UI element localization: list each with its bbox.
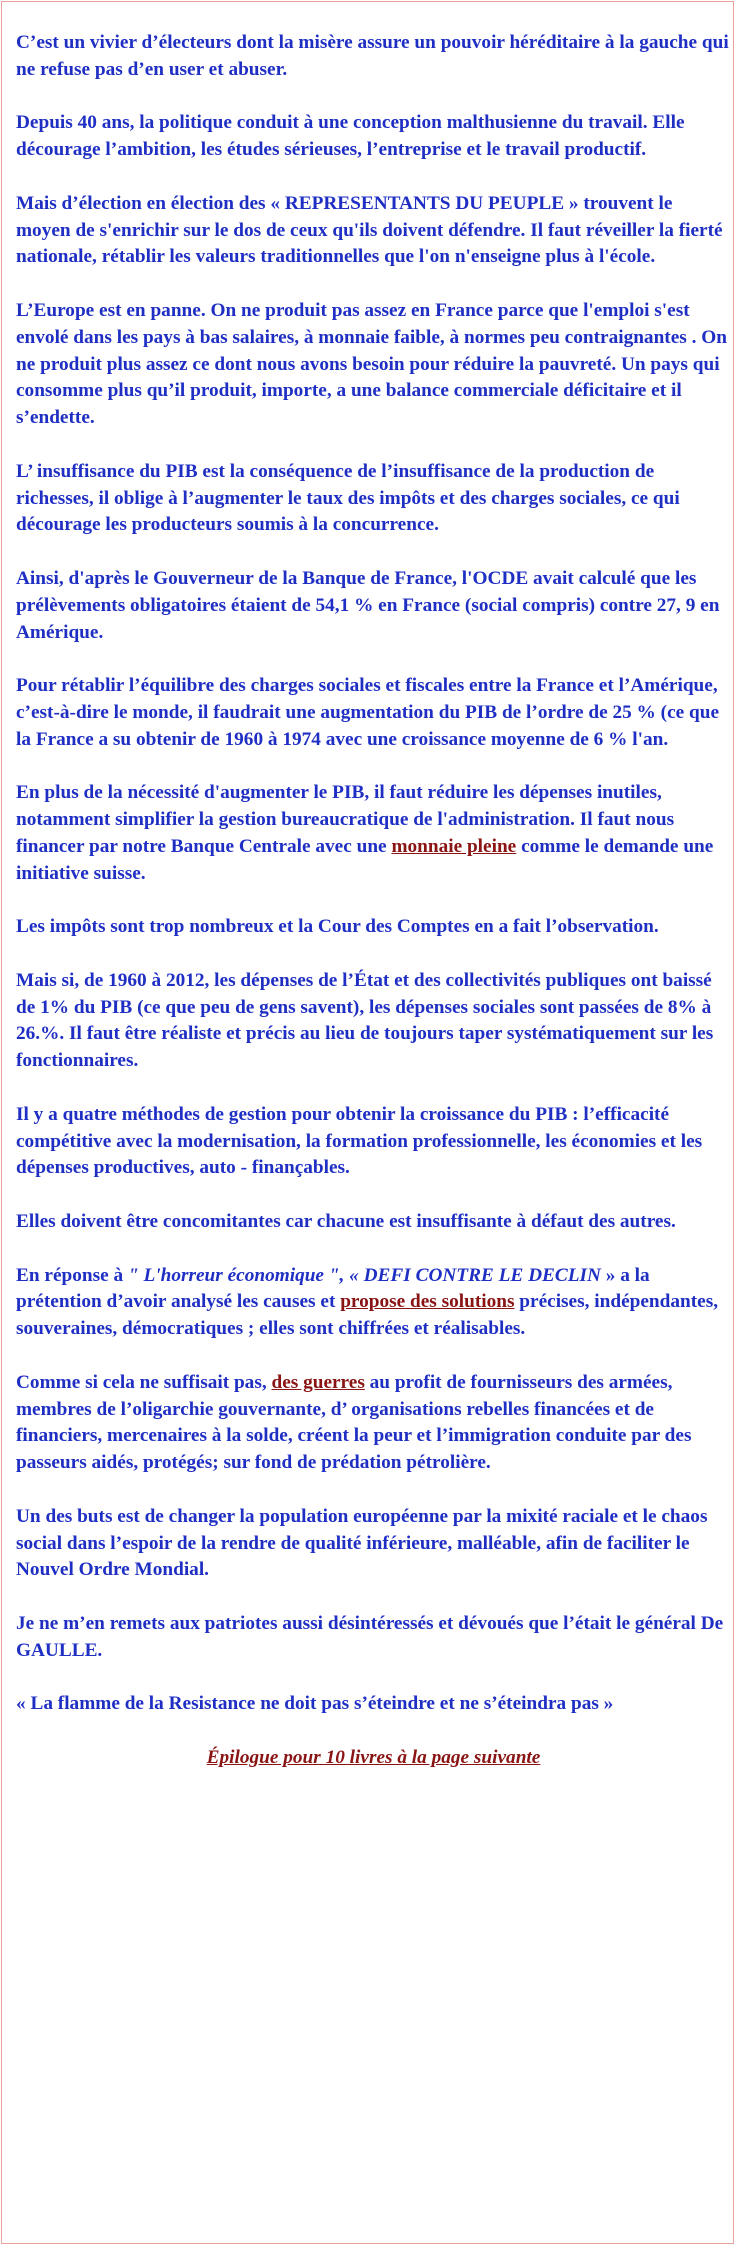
paragraph-16: Je ne m’en remets aux patriotes aussi désintéressés et dévoués que l’était le général De GAULLE. bbox=[16, 1613, 724, 1661]
paragraph-8 bbox=[16, 780, 731, 887]
paragraph-4: L’Europe est en panne. On ne produit pas assez en France parce que l'emploi s'est envolé dans les pays à bas salaires, à monnaie faible, à normes peu contraignantes . On ne produit plus assez ce dont nous avons besoin pour réduire la pauvreté. Un pays qui consomme plus qu’il produit, importe, a une balance commerciale déficitaire et il s’endette. bbox=[16, 299, 727, 429]
monnaie-pleine-link[interactable]: monnaie pleine bbox=[391, 835, 517, 857]
des-guerres-link[interactable]: des guerres bbox=[271, 1371, 365, 1393]
paragraph-14-text-a: Comme si cela ne suffisait pas, bbox=[16, 1371, 272, 1393]
paragraph-11: Il y a quatre méthodes de gestion pour obtenir la croissance du PIB : l’efficacité compétitive avec la modernisation, la formation professionnelle, les économies et les dépenses productives, auto - finançables. bbox=[16, 1103, 703, 1179]
paragraph-6: Ainsi, d'après le Gouverneur de la Banque de France, l'OCDE avait calculé que les prélèvements obligatoires étaient de 54,1 % en France (social compris) contre 27, 9 en Amérique. bbox=[16, 567, 720, 643]
paragraph-13 bbox=[16, 1263, 731, 1343]
article-body bbox=[16, 30, 731, 1799]
paragraph-13-text-a: En réponse à bbox=[16, 1264, 128, 1286]
paragraph-3: Mais d’élection en élection des « REPRESENTANTS DU PEUPLE » trouvent le moyen de s'enrichir sur le dos de ceux qu'ils doivent défendre. Il faut réveiller la fierté nationale, rétablir les valeurs traditionnelles que l'on n'enseigne plus à l'école. bbox=[16, 192, 723, 268]
paragraph-15: Un des buts est de changer la population européenne par la mixité raciale et le chaos social dans l’espoir de la rendre de qualité inférieure, malléable, afin de faciliter le Nouvel Ordre Mondial. bbox=[16, 1505, 708, 1581]
paragraph-1: C’est un vivier d’électeurs dont la misère assure un pouvoir héréditaire à la gauche qui ne refuse pas d’en user et abuser. bbox=[16, 32, 729, 80]
paragraph-13-text-b: » a la prétention d’avoir analysé les causes et bbox=[16, 1264, 650, 1313]
paragraph-14-text-b: au profit de fournisseurs des armées, membres de l’oligarchie gouvernante, d’ organisations rebelles financées et de financiers, mercenaires à la solde, créent la peur et l’immigration conduite par des passeurs aidés, protégés; sur fond de prédation pétrolière. bbox=[16, 1371, 692, 1474]
epilogue-line bbox=[16, 1745, 731, 1772]
paragraph-17: « La flamme de la Resistance ne doit pas s’éteindre et ne s’éteindra pas » bbox=[16, 1693, 614, 1715]
paragraph-7: Pour rétablir l’équilibre des charges sociales et fiscales entre la France et l’Amérique, c’est-à-dire le monde, il faudrait une augmentation du PIB de l’ordre de 25 % (ce que la France a su obtenir de 1960 à 1974 avec une croissance moyenne de 6 % l'an. bbox=[16, 675, 720, 750]
propose-des-solutions-link[interactable]: propose des solutions bbox=[340, 1291, 515, 1313]
paragraph-5: L’ insuffisance du PIB est la conséquence de l’insuffisance de la production de richesses, il oblige à l’augmenter le taux des impôts et des charges sociales, ce qui décourage les producteurs soumis à la concurrence. bbox=[16, 460, 680, 536]
paragraph-2: Depuis 40 ans, la politique conduit à une conception malthusienne du travail. Elle décourage l’ambition, les études sérieuses, l’entreprise et le travail productif. bbox=[16, 112, 685, 161]
paragraph-8-text-a: En plus de la nécessité d'augmenter le PIB, il faut réduire les dépenses inutiles, notamment simplifier la gestion bureaucratique de l'administration. Il faut nous financer par notre Banque Centrale avec une bbox=[16, 782, 675, 857]
book-title-italic: " L'horreur économique ", « DEFI CONTRE LE DECLIN bbox=[127, 1264, 601, 1286]
paragraph-14 bbox=[16, 1370, 731, 1477]
paragraph-10: Mais si, de 1960 à 2012, les dépenses de l’État et des collectivités publiques ont baissé de 1% du PIB (ce que peu de gens savent), les dépenses sociales sont passées de 8% à 26.%. Il faut être réaliste et précis au lieu de toujours taper systématiquement sur les fonctionnaires. bbox=[16, 969, 714, 1072]
epilogue-link[interactable]: Épilogue pour 10 livres à la page suivante bbox=[206, 1747, 541, 1768]
paragraph-9: Les impôts sont trop nombreux et la Cour des Comptes en a fait l’observation. bbox=[16, 916, 659, 938]
paragraph-12: Elles doivent être concomitantes car chacune est insuffisante à défaut des autres. bbox=[16, 1211, 676, 1233]
paragraph-8-text-b: comme le demande une initiative suisse. bbox=[16, 835, 714, 884]
paragraph-13-text-c: précises, indépendantes, souveraines, démocratiques ; elles sont chiffrées et réalisables. bbox=[16, 1291, 719, 1340]
